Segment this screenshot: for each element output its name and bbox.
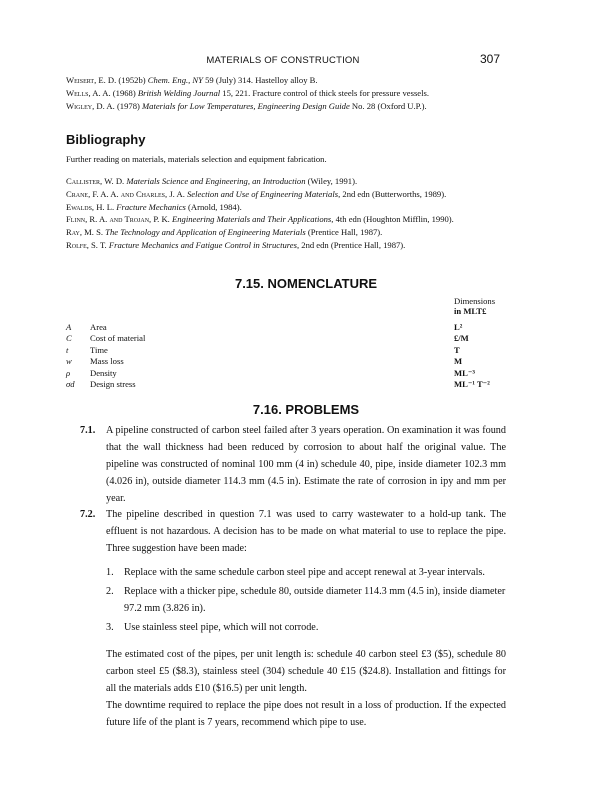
bibliography-heading: Bibliography [66,132,146,147]
nomenclature-row: w Mass loss M [66,356,463,367]
bibliography-list [66,175,506,252]
nomenclature-row: t Time T [66,344,460,355]
nomenclature-row: C Cost of material £/M [66,333,469,344]
dimensions-header: Dimensions in MLT£ [454,296,496,316]
reference-list [66,74,506,112]
nomenclature-row: ρ Density ML⁻³ [66,367,475,378]
list-item: 1. Replace with the same schedule carbon steel pipe and accept renewal at 3-year intervals. [106,567,485,578]
problem-text: The pipeline described in question 7.1 was used to carry wastewater to a hold-up tank. The effluent is not hazardous. A decision has to be made on what material to use to replace the pipe. Three suggestion have been made: [106,509,506,554]
costs-paragraph: The estimated cost of the pipes, per unit length is: schedule 40 carbon steel £3 ($5), schedule 80 carbon steel £5 ($8.3), stainless steel (304) schedule 40 £15 ($24.8). Installation and fittings for all the materials adds £10 ($16.5) per unit length. [106,649,506,694]
bibliography-entry: Flinn, R. A. and Trojan, P. K. Engineering Materials and Their Applications, 4th edn (Houghton Mifflin, 1990). [66,214,454,225]
bibliography-entry: Ray, M. S. The Technology and Application of Engineering Materials (Prentice Hall, 1987). [66,227,383,238]
reference-entry: Wigley, D. A. (1978) Materials for Low Temperatures, Engineering Design Guide No. 28 (Oxford U.P.). [66,100,427,111]
running-title: MATERIALS OF CONSTRUCTION [206,55,360,66]
bibliography-entry: Crane, F. A. A. and Charles, J. A. Selection and Use of Engineering Materials, 2nd edn (Butterworths, 1989). [66,188,447,199]
nomenclature-heading: 7.15. NOMENCLATURE [234,276,378,291]
page-number: 307 [479,52,500,66]
reference-entry: Weisert, E. D. (1952b) Chem. Eng., NY 59 (July) 314. Hastelloy alloy B. [66,75,318,85]
problem-7-1 [66,422,506,507]
bibliography-entry: Rolfe, S. T. Fracture Mechanics and Fatigue Control in Structures, 2nd edn (Prentice Hall, 1987). [66,239,406,250]
bibliography-entry: Callister, W. D. Materials Science and Engineering, an Introduction (Wiley, 1991). [66,176,358,186]
problem-number: 7.1. [80,425,96,436]
bibliography-intro: Further reading on materials, materials selection and equipment fabrication. [66,154,327,164]
list-item: 2. Replace with a thicker pipe, schedule 80, outside diameter 114.3 mm (4.5 in), inside diameter 97.2 mm (3.826 in). [106,586,506,614]
page-header [66,52,500,68]
reference-entry: Wells, A. A. (1968) British Welding Journal 15, 221. Fracture control of thick steels for pressure vessels. [66,87,429,98]
bibliography-entry: Ewalds, H. L. Fracture Mechanics (Arnold, 1984). [66,201,242,212]
problems-heading: 7.16. PROBLEMS [252,402,360,417]
nomenclature-table [66,322,506,390]
problem-7-2 [66,506,506,557]
nomenclature-row: A Area L² [66,322,463,332]
recommendation-paragraph: The downtime required to replace the pipe does not result in a loss of production. If the expected future life of the plant is 7 years, recommend which pipe to use. [106,700,506,728]
option-list [106,564,506,638]
problem-7-2-costs [106,646,506,731]
nomenclature-row: σd Design stress ML⁻¹ T⁻² [66,378,490,389]
problem-text: A pipeline constructed of carbon steel failed after 3 years operation. On examination it was found that the wall thickness had been reduced by corrosion to about half the original value. The pipeline was constructed of nominal 100 mm (4 in) schedule 40, pipe, inside diameter 102.3 mm (4.026 in), outside diameter 114.3 mm (4.5 in). Estimate the rate of corrosion in ipy and mm per year. [106,425,506,504]
problem-number: 7.2. [80,509,96,520]
list-item: 3. Use stainless steel pipe, which will not corrode. [106,622,319,633]
